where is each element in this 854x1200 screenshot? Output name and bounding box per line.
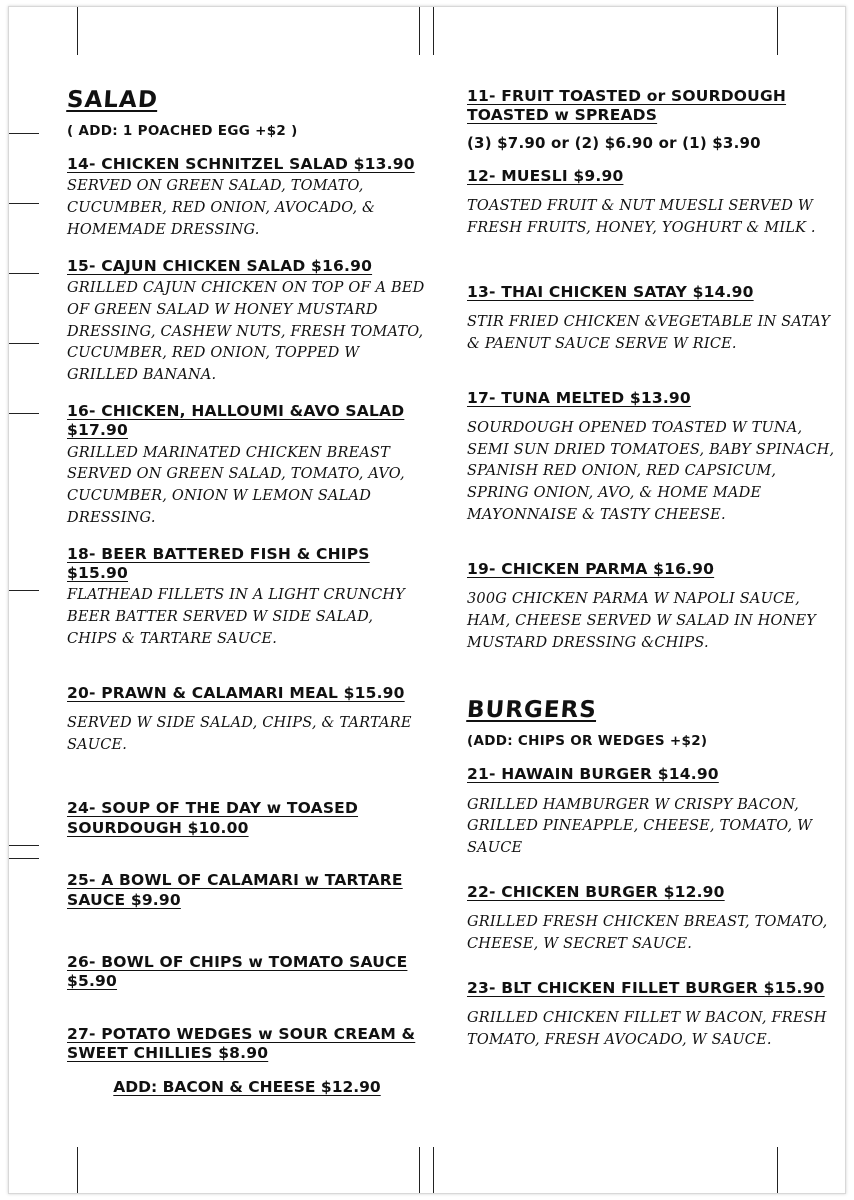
menu-item-title: 24- SOUP OF THE DAY w TOASED SOURDOUGH $10.00	[67, 799, 359, 837]
menu-item-description: GRILLED MARINATED CHICKEN BREAST SERVED ON GREEN SALAD, TOMATO, AVO, CUCUMBER, ONION W LEMON SALAD DRESSING.	[67, 444, 405, 526]
menu-item-description: GRILLED CAJUN CHICKEN ON TOP OF A BED OF GREEN SALAD W HONEY MUSTARD DRESSING, CASHEW NUTS, FRESH TOMATO, CUCUMBER, RED ONION, TOPPED W GRILLED BANANA.	[67, 280, 425, 383]
menu-item	[67, 1025, 427, 1064]
menu-item-title: 27- POTATO WEDGES w SOUR CREAM & SWEET CHILLIES $8.90	[67, 1024, 416, 1062]
menu-item-title: 25- A BOWL OF CALAMARI w TARTARE SAUCE $9.90	[67, 871, 403, 909]
menu-item	[467, 883, 839, 956]
menu-item-title: 11- FRUIT TOASTED or SOURDOUGH TOASTED w SPREADS	[467, 87, 787, 125]
menu-item-description: SERVED ON GREEN SALAD, TOMATO, CUCUMBER, RED ONION, AVOCADO, & HOMEMADE DRESSING.	[67, 178, 376, 238]
menu-item-description: STIR FRIED CHICKEN &VEGETABLE IN SATAY & PAENUT SAUCE SERVE W RICE.	[467, 314, 831, 352]
menu-item	[467, 87, 839, 152]
menu-item-title: 19- CHICKEN PARMA $16.90	[467, 559, 715, 578]
menu-page	[8, 6, 846, 1194]
menu-item	[67, 953, 427, 992]
menu-item-description: 300G CHICKEN PARMA W NAPOLI SAUCE, HAM, CHEESE SERVED W SALAD IN HONEY MUSTARD DRESSING &CHIPS.	[467, 591, 817, 651]
menu-item-title: 23- BLT CHICKEN FILLET BURGER $15.90	[467, 978, 825, 997]
menu-item-title: 22- CHICKEN BURGER $12.90	[467, 882, 725, 901]
menu-item	[467, 389, 839, 527]
menu-item-description: GRILLED FRESH CHICKEN BREAST, TOMATO, CHEESE, W SECRET SAUCE.	[467, 914, 828, 952]
menu-item	[67, 799, 427, 838]
menu-item	[67, 155, 427, 242]
menu-item-description: SOURDOUGH OPENED TOASTED W TUNA, SEMI SUN DRIED TOMATOES, BABY SPINACH, SPANISH RED ONION, RED CAPSICUM, SPRING ONION, AVO, & HOME MADE MAYONNAISE & TASTY CHEESE.	[467, 419, 835, 523]
salad-add-note: ( ADD: 1 POACHED EGG +$2 )	[67, 123, 298, 139]
menu-item	[67, 257, 427, 387]
column-left	[67, 87, 427, 1096]
menu-item-title: 13- THAI CHICKEN SATAY $14.90	[467, 282, 754, 301]
menu-item	[467, 167, 839, 240]
menu-item-price-line: (3) $7.90 or (2) $6.90 or (1) $3.90	[467, 133, 761, 152]
menu-item	[467, 979, 839, 1052]
menu-item-description: TOASTED FRUIT & NUT MUESLI SERVED W FRESH FRUITS, HONEY, YOGHURT & MILK .	[467, 198, 816, 236]
burgers-add-note: (ADD: CHIPS OR WEDGES +$2)	[467, 733, 708, 750]
menu-item	[67, 871, 427, 910]
menu-item-title: 18- BEER BATTERED FISH & CHIPS $15.90	[67, 544, 370, 582]
menu-item	[467, 765, 839, 860]
menu-item-title: 26- BOWL OF CHIPS w TOMATO SAUCE $5.90	[67, 952, 408, 991]
menu-item-title: 20- PRAWN & CALAMARI MEAL $15.90	[67, 683, 405, 702]
menu-item-title: 16- CHICKEN, HALLOUMI &AVO SALAD $17.90	[67, 401, 405, 440]
menu-item	[67, 402, 427, 530]
menu-item	[467, 560, 839, 655]
menu-item	[67, 684, 427, 757]
section-title-salad: SALAD	[66, 87, 159, 113]
section-title-burgers: BURGERS	[466, 697, 598, 724]
menu-item-title: 17- TUNA MELTED $13.90	[467, 388, 691, 407]
menu-item	[67, 545, 427, 651]
menu-item	[467, 283, 839, 356]
menu-item-description: SERVED W SIDE SALAD, CHIPS, & TARTARE SAUCE.	[67, 714, 412, 753]
column-right	[467, 87, 839, 1067]
menu-item-description: FLATHEAD FILLETS IN A LIGHT CRUNCHY BEER BATTER SERVED W SIDE SALAD, CHIPS & TARTARE SAUCE.	[67, 587, 406, 647]
menu-item-title: 21- HAWAIN BURGER $14.90	[467, 765, 719, 784]
salad-footer-addon: ADD: BACON & CHEESE $12.90	[113, 1078, 381, 1097]
menu-item-title: 15- CAJUN CHICKEN SALAD $16.90	[67, 256, 373, 275]
menu-item-description: GRILLED CHICKEN FILLET W BACON, FRESH TOMATO, FRESH AVOCADO, W SAUCE.	[467, 1010, 827, 1048]
menu-item-description: GRILLED HAMBURGER W CRISPY BACON, GRILLED PINEAPPLE, CHEESE, TOMATO, W SAUCE	[467, 796, 813, 857]
menu-item-title: 14- CHICKEN SCHNITZEL SALAD $13.90	[67, 155, 415, 173]
menu-item-title: 12- MUESLI $9.90	[467, 166, 624, 185]
